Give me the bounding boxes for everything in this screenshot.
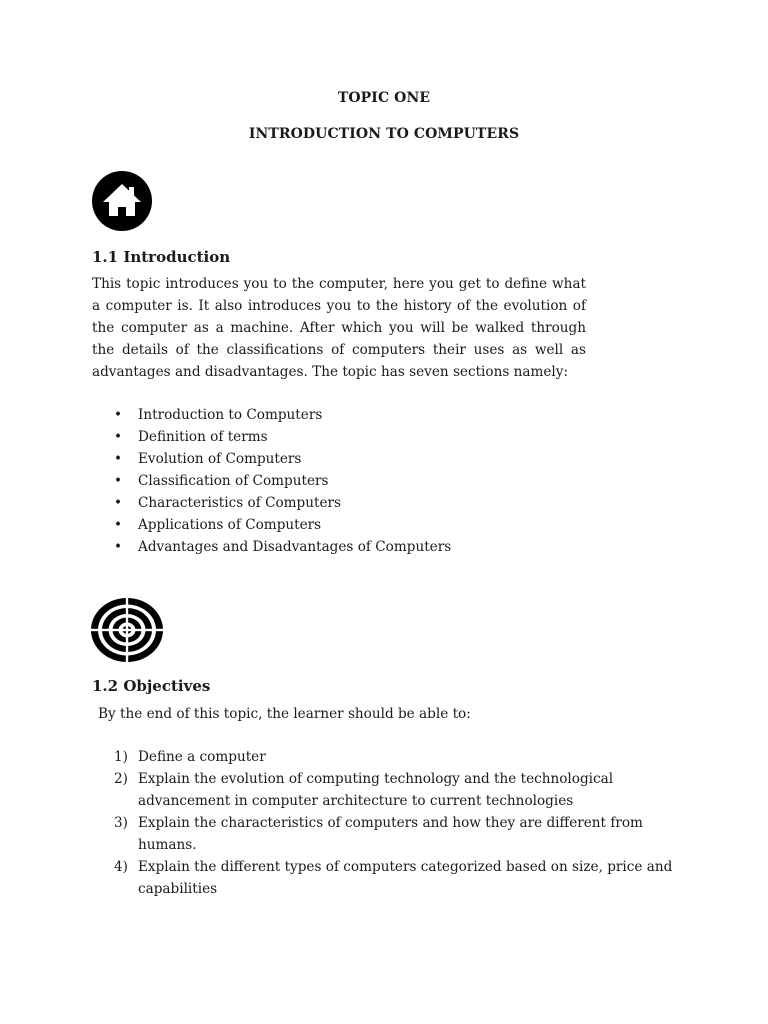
list-item-text: Evolution of Computers [138,451,302,467]
bullet: • [114,539,123,555]
list-item-text: Applications of Computers [138,517,322,533]
list-item [0,514,451,536]
list-item-text: Introduction to Computers [138,407,323,423]
topic-title: INTRODUCTION TO COMPUTERS [248,126,520,142]
topic-label: TOPIC ONE [337,90,431,106]
bullet: • [114,495,123,511]
sections-list [0,404,451,558]
list-item-text: Definition of terms [138,429,268,445]
objectives-intro: By the end of this topic, the learner should be able to: [98,706,471,722]
list-item-text: Characteristics of Computers [138,495,341,511]
list-item-text: Define a computer [138,749,266,765]
list-item-text: Classification of Computers [138,473,329,489]
list-item [0,492,451,514]
home-icon [91,170,153,232]
list-item [0,536,451,558]
bullet: • [114,451,123,467]
objectives-list [0,746,680,900]
list-item-text: Explain the different types of computers categorized based on size, price and capabilities [138,859,673,897]
bullet: • [114,429,123,445]
item-number: 2) [114,771,128,787]
list-item [0,426,451,448]
objectives-heading: 1.2 Objectives [92,677,211,695]
target-icon [90,597,164,663]
list-item [0,768,680,812]
list-item [0,812,680,856]
introduction-paragraph: This topic introduces you to the computer, here you get to define what a computer is. It also introduces you to the history of the evolution of the computer as a machine. After which you will be walked through the details of the classifications of computers their uses as well as advantages and disadvantages. The topic has seven sections namely: [92,276,586,380]
list-item [0,470,451,492]
list-item [0,856,680,900]
list-item-text: Explain the evolution of computing technology and the technological advancement in computer architecture to current technologies [138,771,614,809]
item-number: 1) [114,749,128,765]
item-number: 4) [114,859,128,875]
list-item [0,746,680,768]
list-item-text: Advantages and Disadvantages of Computers [138,539,452,555]
introduction-heading: 1.1 Introduction [92,248,231,266]
bullet: • [114,473,123,489]
item-number: 3) [114,815,128,831]
bullet: • [114,517,123,533]
list-item-text: Explain the characteristics of computers and how they are different from humans. [138,815,643,853]
bullet: • [114,407,123,423]
list-item [0,404,451,426]
list-item [0,448,451,470]
